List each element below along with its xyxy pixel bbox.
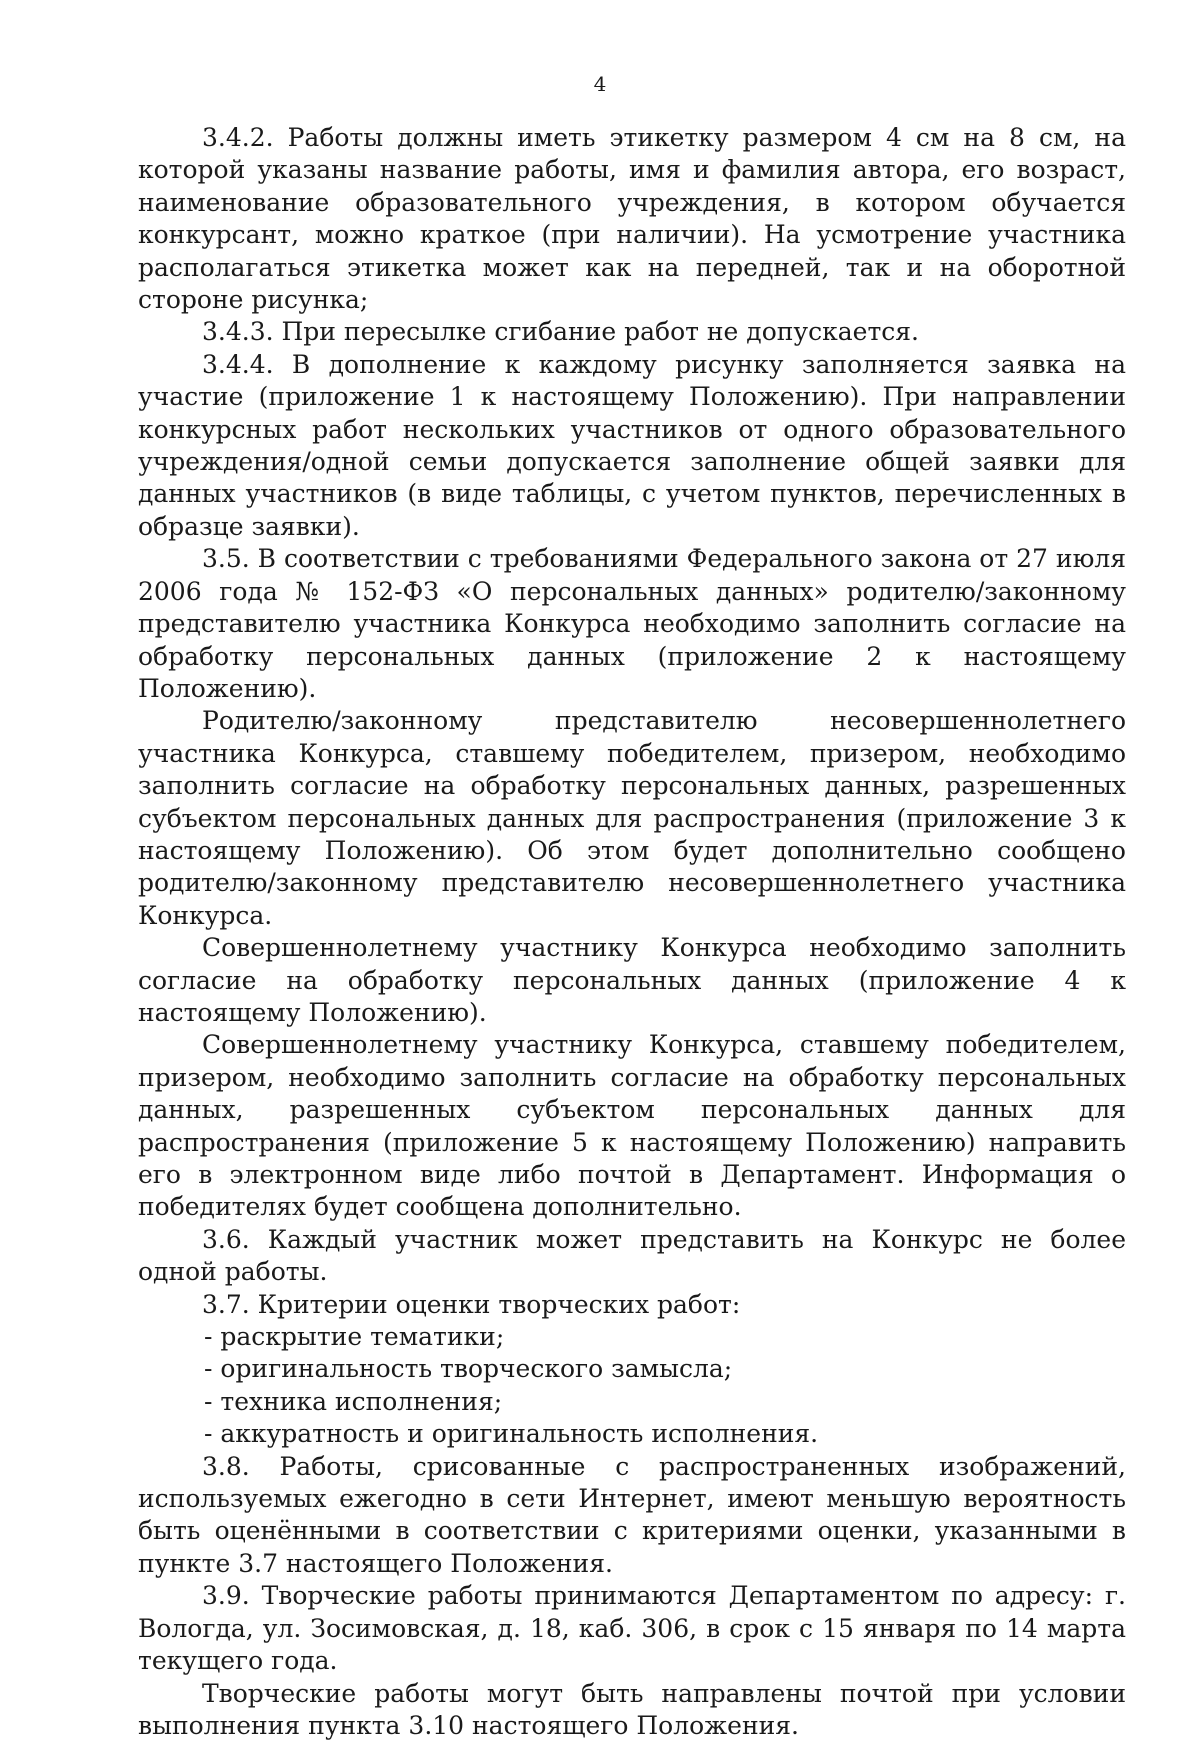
paragraph-3-4-3: 3.4.3. При пересылке сгибание работ не допускается. <box>138 316 1126 348</box>
paragraph-3-5: 3.5. В соответствии с требованиями Федерального закона от 27 июля 2006 года № 152-ФЗ «О персональных данных» родителю/законному представителю участника Конкурса необходимо заполнить согласие на обработку персональных данных (приложение 2 к настоящему Положению). <box>138 543 1126 705</box>
criteria-item: - оригинальность творческого замысла; <box>138 1353 1126 1385</box>
paragraph-mail-submission: Творческие работы могут быть направлены почтой при условии выполнения пункта 3.10 настоящего Положения. <box>138 1678 1126 1742</box>
paragraph-3-8: 3.8. Работы, срисованные с распространенных изображений, используемых ежегодно в сети Интернет, имеют меньшую вероятность быть оценёнными в соответствии с критериями оценки, указанными в пункте 3.7 настоящего Положения. <box>138 1451 1126 1581</box>
page-number: 4 <box>0 72 1200 96</box>
criteria-item: - аккуратность и оригинальность исполнения. <box>138 1418 1126 1450</box>
paragraph-3-4-4: 3.4.4. В дополнение к каждому рисунку заполняется заявка на участие (приложение 1 к настоящему Положению). При направлении конкурсных работ нескольких участников от одного образовательного учреждения/одной семьи допускается заполнение общей заявки для данных участников (в виде таблицы, с учетом пунктов, перечисленных в образце заявки). <box>138 349 1126 543</box>
paragraph-adult-winner-consent: Совершеннолетнему участнику Конкурса, ставшему победителем, призером, необходимо заполнить согласие на обработку персональных данных, разрешенных субъектом персональных данных для распространения (приложение 5 к настоящему Положению) направить его в электронном виде либо почтой в Департамент. Информация о победителях будет сообщена дополнительно. <box>138 1029 1126 1223</box>
paragraph-3-7: 3.7. Критерии оценки творческих работ: <box>138 1289 1126 1321</box>
document-body <box>138 122 1126 1742</box>
paragraph-adult-consent: Совершеннолетнему участнику Конкурса необходимо заполнить согласие на обработку персональных данных (приложение 4 к настоящему Положению). <box>138 932 1126 1029</box>
criteria-item: - техника исполнения; <box>138 1386 1126 1418</box>
paragraph-3-4-2: 3.4.2. Работы должны иметь этикетку размером 4 см на 8 см, на которой указаны название работы, имя и фамилия автора, его возраст, наименование образовательного учреждения, в котором обучается конкурсант, можно краткое (при наличии). На усмотрение участника располагаться этикетка может как на передней, так и на оборотной стороне рисунка; <box>138 122 1126 316</box>
paragraph-3-6: 3.6. Каждый участник может представить на Конкурс не более одной работы. <box>138 1224 1126 1289</box>
paragraph-parent-consent: Родителю/законному представителю несовершеннолетнего участника Конкурса, ставшему победителем, призером, необходимо заполнить согласие на обработку персональных данных, разрешенных субъектом персональных данных для распространения (приложение 3 к настоящему Положению). Об этом будет дополнительно сообщено родителю/законному представителю несовершеннолетнего участника Конкурса. <box>138 705 1126 932</box>
paragraph-3-9: 3.9. Творческие работы принимаются Департаментом по адресу: г. Вологда, ул. Зосимовская, д. 18, каб. 306, в срок с 15 января по 14 марта текущего года. <box>138 1580 1126 1677</box>
criteria-item: - раскрытие тематики; <box>138 1321 1126 1353</box>
